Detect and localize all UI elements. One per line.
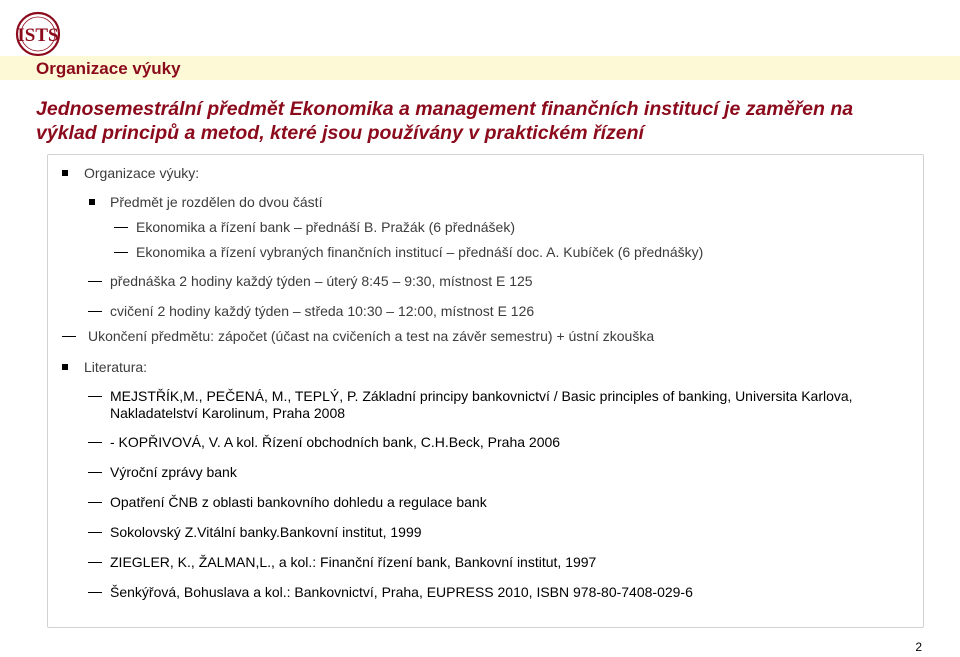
dash-bullet-icon xyxy=(88,562,102,563)
dash-bullet-icon xyxy=(114,227,128,228)
dash-bullet-icon xyxy=(88,502,102,503)
dash-bullet-icon xyxy=(88,472,102,473)
square-bullet-icon xyxy=(89,199,95,205)
part2-item: Ekonomika a řízení vybraných finančních institucí – přednáší doc. A. Kubíček (6 přednášky) xyxy=(136,244,704,260)
literature-item-4: Opatření ČNB z oblasti bankovního dohledu a regulace bank xyxy=(110,494,487,510)
page-headline xyxy=(36,97,896,145)
seminar-item: cvičení 2 hodiny každý týden – středa 10:30 – 12:00, místnost E 126 xyxy=(110,303,535,319)
dash-bullet-icon xyxy=(88,396,102,397)
dash-bullet-icon xyxy=(88,532,102,533)
dash-bullet-icon xyxy=(62,336,76,337)
section-title: Organizace výuky xyxy=(36,59,181,78)
svg-text:ISTS: ISTS xyxy=(17,25,59,46)
literature-item-5: Sokolovský Z.Vitální banky.Bankovní institut, 1999 xyxy=(110,524,422,540)
literature-item-1-line-2: Nakladatelství Karolinum, Praha 2008 xyxy=(110,405,346,421)
literature-item-7: Šenkýřová, Bohuslava a kol.: Bankovnictví, Praha, EUPRESS 2010, ISBN 978-80-7408-029-6 xyxy=(110,584,693,600)
dash-bullet-icon xyxy=(88,442,102,443)
ists-logo xyxy=(12,8,66,60)
literature-heading: Literatura: xyxy=(84,359,148,375)
dash-bullet-icon xyxy=(88,311,102,312)
page-number: 2 xyxy=(915,640,922,654)
dash-bullet-icon xyxy=(88,281,102,282)
literature-item-1-line-1: MEJSTŘÍK,M., PEČENÁ, M., TEPLÝ, P. Základní principy bankovnictví / Basic principles of banking, Universita Karlova, xyxy=(110,388,853,404)
dash-bullet-icon xyxy=(88,592,102,593)
completion-item: Ukončení předmětu: zápočet (účast na cvičeních a test na závěr semestru) + ústní zkouška xyxy=(88,328,655,344)
square-bullet-icon xyxy=(62,170,68,176)
dash-bullet-icon xyxy=(114,252,128,253)
headline-line-2: výklad principů a metod, které jsou používány v praktickém řízení xyxy=(36,122,644,144)
headline-line-1: Jednosemestrální předmět Ekonomika a management finančních institucí je zaměřen na xyxy=(36,98,854,120)
literature-item-3: Výroční zprávy bank xyxy=(110,464,237,480)
lecture-item: přednáška 2 hodiny každý týden – úterý 8:45 – 9:30, místnost E 125 xyxy=(110,273,533,289)
part1-item: Ekonomika a řízení bank – přednáší B. Pražák (6 přednášek) xyxy=(136,219,515,235)
org-heading: Organizace výuky: xyxy=(84,165,200,181)
square-bullet-icon xyxy=(62,364,68,370)
split-item: Předmět je rozdělen do dvou částí xyxy=(110,194,323,210)
literature-item-6: ZIEGLER, K., ŽALMAN,L., a kol.: Finanční řízení bank, Bankovní institut, 1997 xyxy=(110,554,597,570)
literature-item-2: - KOPŘIVOVÁ, V. A kol. Řízení obchodních bank, C.H.Beck, Praha 2006 xyxy=(110,434,561,450)
